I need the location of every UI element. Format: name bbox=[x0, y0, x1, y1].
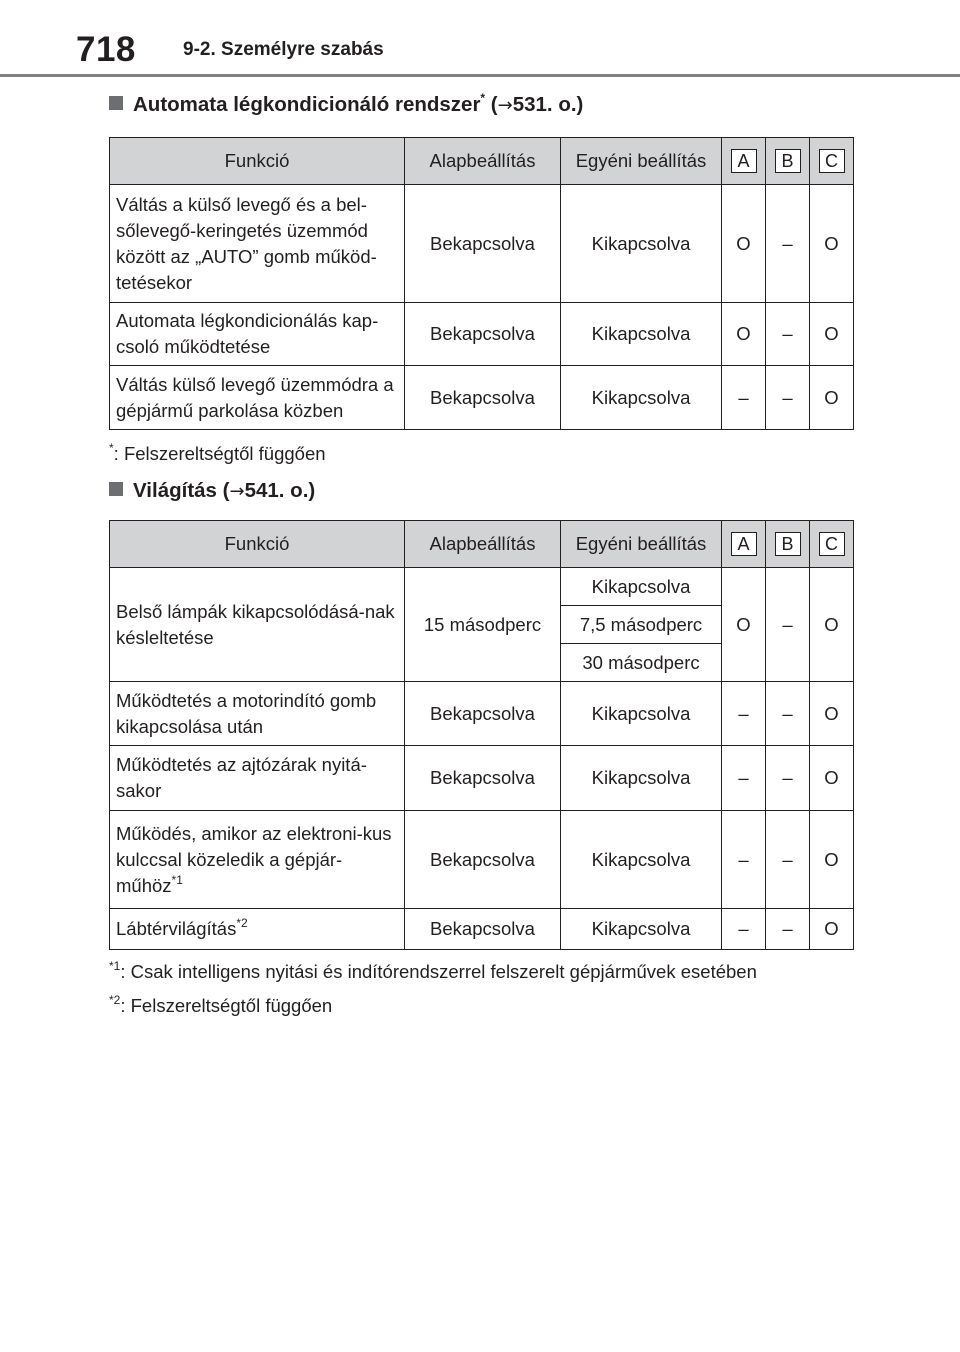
a-cell: O bbox=[722, 303, 766, 366]
footnote-marker: * bbox=[109, 441, 114, 455]
section-heading-climate bbox=[109, 92, 583, 119]
section-heading-lighting bbox=[109, 478, 315, 505]
function-cell: Váltás a külső levegő és a bel-sőlevegő-keringetés üzemmód között az „AUTO” gomb működ-tetésekor bbox=[110, 185, 405, 303]
function-cell: Belső lámpák kikapcsolódásá-nak késleltetése bbox=[110, 568, 405, 682]
footnote-text: : Csak intelligens nyitási és indítórendszerrel felszerelt gépjárművek esetében bbox=[120, 961, 757, 982]
footnote-marker: *2 bbox=[109, 993, 121, 1007]
c-cell: O bbox=[810, 746, 854, 811]
footnote-marker: *2 bbox=[236, 916, 248, 930]
table-row bbox=[110, 746, 854, 811]
letter-box-a: A bbox=[731, 532, 757, 556]
column-header-function: Funkció bbox=[110, 521, 405, 568]
a-cell: O bbox=[722, 185, 766, 303]
function-text: Működtetés az ajtózárak nyitá-sakor bbox=[116, 754, 367, 801]
page-header bbox=[0, 0, 960, 78]
column-header-a bbox=[722, 521, 766, 568]
column-header-c bbox=[810, 138, 854, 185]
table-header-row bbox=[110, 138, 854, 185]
letter-box-c: C bbox=[819, 532, 845, 556]
default-cell: Bekapcsolva bbox=[405, 366, 561, 430]
function-text: Működés, amikor az elektroni-kus kulccsal közeledik a gépjár-műhöz bbox=[116, 822, 392, 896]
column-header-custom: Egyéni beállítás bbox=[561, 138, 722, 185]
default-cell: Bekapcsolva bbox=[405, 909, 561, 950]
section-label: 9-2. Személyre szabás bbox=[183, 39, 384, 60]
column-header-default: Alapbeállítás bbox=[405, 521, 561, 568]
a-cell: – bbox=[722, 746, 766, 811]
table-row bbox=[110, 909, 854, 950]
custom-cell: Kikapcsolva bbox=[561, 185, 722, 303]
footnote-marker: *1 bbox=[171, 872, 183, 887]
option-cell: Kikapcsolva bbox=[561, 568, 722, 606]
table-row bbox=[110, 366, 854, 430]
letter-box-c: C bbox=[819, 149, 845, 173]
header-divider bbox=[0, 74, 960, 77]
c-cell: O bbox=[810, 366, 854, 430]
footnote-text: : Felszereltségtől függően bbox=[113, 443, 326, 464]
table-row bbox=[110, 811, 854, 909]
footnote-text: : Felszereltségtől függően bbox=[120, 995, 333, 1016]
b-cell: – bbox=[766, 909, 810, 950]
column-header-function: Funkció bbox=[110, 138, 405, 185]
page-reference: 541. o.) bbox=[244, 479, 316, 502]
settings-table-lighting bbox=[109, 520, 854, 950]
option-cell: 7,5 másodperc bbox=[561, 606, 722, 644]
letter-box-a: A bbox=[731, 149, 757, 173]
page-reference: 531. o.) bbox=[512, 93, 584, 116]
default-cell: Bekapcsolva bbox=[405, 185, 561, 303]
footnote bbox=[109, 442, 326, 466]
section-title: Világítás bbox=[133, 479, 217, 502]
table-row bbox=[110, 303, 854, 366]
letter-box-b: B bbox=[775, 532, 801, 556]
function-cell bbox=[110, 746, 405, 811]
default-cell: 15 másodperc bbox=[405, 568, 561, 682]
c-cell: O bbox=[810, 909, 854, 950]
custom-cell: Kikapcsolva bbox=[561, 909, 722, 950]
c-cell: O bbox=[810, 682, 854, 746]
b-cell: – bbox=[766, 811, 810, 909]
column-header-b bbox=[766, 138, 810, 185]
custom-cell: Kikapcsolva bbox=[561, 682, 722, 746]
function-text: Lábtérvilágítás bbox=[116, 918, 237, 939]
b-cell: – bbox=[766, 366, 810, 430]
footnote-marker: * bbox=[480, 91, 486, 105]
function-cell bbox=[110, 811, 405, 909]
arrow-right-icon: → bbox=[497, 95, 513, 116]
column-header-default: Alapbeállítás bbox=[405, 138, 561, 185]
b-cell: – bbox=[766, 568, 810, 682]
b-cell: – bbox=[766, 682, 810, 746]
ref-open: ( bbox=[485, 93, 498, 116]
a-cell: – bbox=[722, 909, 766, 950]
section-title: Automata légkondicionáló rendszer bbox=[133, 93, 481, 116]
custom-cell: Kikapcsolva bbox=[561, 303, 722, 366]
bullet-square-icon bbox=[109, 482, 123, 496]
letter-box-b: B bbox=[775, 149, 801, 173]
a-cell: – bbox=[722, 682, 766, 746]
c-cell: O bbox=[810, 568, 854, 682]
b-cell: – bbox=[766, 746, 810, 811]
custom-cell: Kikapcsolva bbox=[561, 811, 722, 909]
function-cell bbox=[110, 682, 405, 746]
default-cell: Bekapcsolva bbox=[405, 303, 561, 366]
settings-table-climate bbox=[109, 137, 854, 430]
function-cell: Váltás külső levegő üzemmódra a gépjármű parkolása közben bbox=[110, 366, 405, 430]
a-cell: – bbox=[722, 811, 766, 909]
c-cell: O bbox=[810, 811, 854, 909]
table-row bbox=[110, 568, 854, 606]
custom-cell: Kikapcsolva bbox=[561, 366, 722, 430]
b-cell: – bbox=[766, 303, 810, 366]
option-cell: 30 másodperc bbox=[561, 644, 722, 682]
b-cell: – bbox=[766, 185, 810, 303]
footnote bbox=[109, 994, 332, 1018]
c-cell: O bbox=[810, 303, 854, 366]
function-cell bbox=[110, 909, 405, 950]
default-cell: Bekapcsolva bbox=[405, 746, 561, 811]
function-text: Működtetés a motorindító gomb kikapcsolása után bbox=[116, 689, 377, 737]
custom-cell: Kikapcsolva bbox=[561, 746, 722, 811]
bullet-square-icon bbox=[109, 96, 123, 110]
a-cell: – bbox=[722, 366, 766, 430]
default-cell: Bekapcsolva bbox=[405, 682, 561, 746]
table-row bbox=[110, 682, 854, 746]
ref-open: ( bbox=[216, 479, 230, 502]
a-cell: O bbox=[722, 568, 766, 682]
column-header-a bbox=[722, 138, 766, 185]
footnote bbox=[109, 960, 757, 984]
column-header-b bbox=[766, 521, 810, 568]
column-header-c bbox=[810, 521, 854, 568]
page-number: 718 bbox=[76, 30, 136, 69]
column-header-custom: Egyéni beállítás bbox=[561, 521, 722, 568]
table-row bbox=[110, 185, 854, 303]
function-cell: Automata légkondicionálás kap-csoló működtetése bbox=[110, 303, 405, 366]
table-header-row bbox=[110, 521, 854, 568]
footnote-marker: *1 bbox=[109, 959, 121, 973]
c-cell: O bbox=[810, 185, 854, 303]
default-cell: Bekapcsolva bbox=[405, 811, 561, 909]
arrow-right-icon: → bbox=[229, 481, 245, 502]
